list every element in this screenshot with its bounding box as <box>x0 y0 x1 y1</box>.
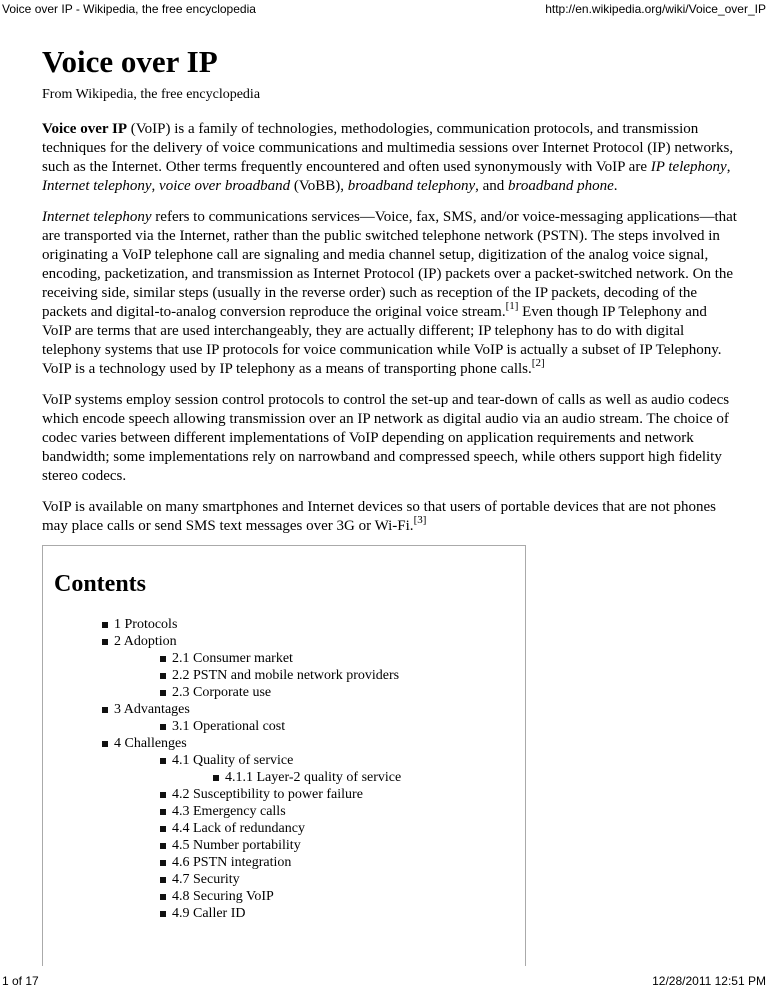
toc-item[interactable] <box>43 905 401 922</box>
toc-item-label[interactable]: 3 Advantages <box>114 702 190 717</box>
toc-item-label[interactable]: 4.7 Security <box>172 872 240 887</box>
square-bullet-icon <box>160 690 166 696</box>
page-subtitle: From Wikipedia, the free encyclopedia <box>42 87 261 102</box>
square-bullet-icon <box>160 809 166 815</box>
italic-term: broadband phone <box>508 178 614 194</box>
paragraph-intro <box>42 120 738 196</box>
paragraph-internet-telephony <box>42 208 738 379</box>
toc-item[interactable] <box>43 820 401 837</box>
toc-item[interactable] <box>43 616 401 633</box>
toc-item[interactable] <box>43 667 401 684</box>
square-bullet-icon <box>160 758 166 764</box>
square-bullet-icon <box>160 673 166 679</box>
toc-item[interactable] <box>43 888 401 905</box>
toc-item-label[interactable]: 4.8 Securing VoIP <box>172 889 274 904</box>
text-run: , and <box>475 178 509 194</box>
text-run: refers to communications services—Voice, fax, SMS, and/or voice-messaging applications—that are transported via the Internet, rather than the public switched telephone network (PSTN). The steps involved in originating a VoIP telephone call are signaling and media channel setup, digitization of the analog voice signal, encoding, packetization, and transmission as Internet Protocol (IP) packets over a packet-switched network. On the receiving side, similar steps (usually in the reverse order) such as reception of the IP packets, decoding of the packets and digital-to-analog conversion reproduce the original voice stream. <box>42 209 737 320</box>
toc-item[interactable] <box>43 718 401 735</box>
toc-item[interactable] <box>43 650 401 667</box>
toc-item-label[interactable]: 4.9 Caller ID <box>172 906 246 921</box>
square-bullet-icon <box>102 707 108 713</box>
square-bullet-icon <box>160 894 166 900</box>
footer-timestamp: 12/28/2011 12:51 PM <box>652 974 766 988</box>
paragraph-availability <box>42 498 738 536</box>
reference-link-1[interactable]: [1] <box>505 300 519 312</box>
text-run: , <box>726 159 731 175</box>
toc-item-label[interactable]: 2.3 Corporate use <box>172 685 272 700</box>
toc-item-label[interactable]: 1 Protocols <box>114 617 178 632</box>
square-bullet-icon <box>160 843 166 849</box>
toc-item[interactable] <box>43 803 401 820</box>
square-bullet-icon <box>213 775 219 781</box>
toc-item-label[interactable]: 2.2 PSTN and mobile network providers <box>172 668 400 683</box>
toc-list <box>43 616 401 922</box>
toc-item[interactable] <box>43 633 401 650</box>
toc-item[interactable] <box>43 854 401 871</box>
square-bullet-icon <box>160 860 166 866</box>
toc-item[interactable] <box>43 837 401 854</box>
footer-page-number: 1 of 17 <box>2 974 39 988</box>
square-bullet-icon <box>160 656 166 662</box>
print-header <box>0 2 768 18</box>
toc-item[interactable] <box>43 786 401 803</box>
text-run: VoIP is available on many smartphones and Internet devices so that users of portable devices that are not phones may place calls or send SMS text messages over 3G or Wi-Fi. <box>42 499 716 534</box>
italic-term: Internet telephony <box>42 178 152 194</box>
article-content <box>42 44 738 536</box>
reference-link-2[interactable]: [2] <box>531 357 545 369</box>
italic-term: broadband telephony <box>347 178 476 194</box>
toc-item-label[interactable]: 4.1.1 Layer-2 quality of service <box>225 770 402 785</box>
text-run: . <box>613 178 618 194</box>
toc-heading: Contents <box>54 571 147 597</box>
square-bullet-icon <box>102 639 108 645</box>
paragraph-protocols: VoIP systems employ session control protocols to control the set-up and tear-down of calls as well as audio codecs which encode speech allowing transmission over an IP network as digital audio via an audio stream. The choice of codec varies between different implementations of VoIP depending on application requirements and network bandwidth; some implementations rely on narrowband and compressed speech, while others support high fidelity stereo codecs. <box>42 392 730 484</box>
italic-term: Internet telephony <box>42 209 152 225</box>
toc-item-label[interactable]: 4.5 Number portability <box>172 838 301 853</box>
text-run: (VoBB), <box>290 178 348 194</box>
toc-item[interactable] <box>43 684 401 701</box>
header-url[interactable]: http://en.wikipedia.org/wiki/Voice_over_IP <box>545 2 766 16</box>
square-bullet-icon <box>102 622 108 628</box>
toc-item-label[interactable]: 4 Challenges <box>114 736 187 751</box>
square-bullet-icon <box>160 724 166 730</box>
text-run: (VoIP) is a family of technologies, methodologies, communication protocols, and transmission techniques for the delivery of voice communications and multimedia sessions over Internet Protocol (IP) networks, such as the Internet. Other terms frequently encountered and often used synonymously with VoIP are <box>42 121 734 175</box>
square-bullet-icon <box>160 826 166 832</box>
toc-item[interactable] <box>43 871 401 888</box>
toc-item-label[interactable]: 2 Adoption <box>114 634 177 649</box>
toc-item[interactable] <box>43 701 401 718</box>
text-run: , <box>151 178 160 194</box>
toc-item-label[interactable]: 3.1 Operational cost <box>172 719 286 734</box>
toc-item-label[interactable]: 4.3 Emergency calls <box>172 804 286 819</box>
toc-item-label[interactable]: 4.1 Quality of service <box>172 753 294 768</box>
toc-item-label[interactable]: 4.4 Lack of redundancy <box>172 821 305 836</box>
table-of-contents <box>42 545 526 966</box>
toc-item-label[interactable]: 4.6 PSTN integration <box>172 855 292 870</box>
square-bullet-icon <box>160 877 166 883</box>
header-page-title: Voice over IP - Wikipedia, the free encyclopedia <box>2 2 256 16</box>
square-bullet-icon <box>102 741 108 747</box>
toc-item-label[interactable]: 4.2 Susceptibility to power failure <box>172 787 363 802</box>
square-bullet-icon <box>160 792 166 798</box>
reference-link-3[interactable]: [3] <box>413 514 427 526</box>
toc-item[interactable] <box>43 769 401 786</box>
page-title: Voice over IP <box>42 44 218 79</box>
text-run: Even though IP Telephony and VoIP are terms that are used interchangeably, they are actually different; IP telephony has to do with digital telephony systems that use IP protocols for voice communication while VoIP is actually a subset of IP Telephony. VoIP is a technology used by IP telephony as a means of transporting phone calls. <box>42 304 722 377</box>
italic-term: voice over broadband <box>159 178 291 194</box>
bold-term: Voice over IP <box>42 121 127 137</box>
square-bullet-icon <box>160 911 166 917</box>
print-footer <box>0 974 768 990</box>
toc-item[interactable] <box>43 752 401 769</box>
toc-item-label[interactable]: 2.1 Consumer market <box>172 651 293 666</box>
toc-item[interactable] <box>43 735 401 752</box>
italic-term: IP telephony <box>650 159 727 175</box>
